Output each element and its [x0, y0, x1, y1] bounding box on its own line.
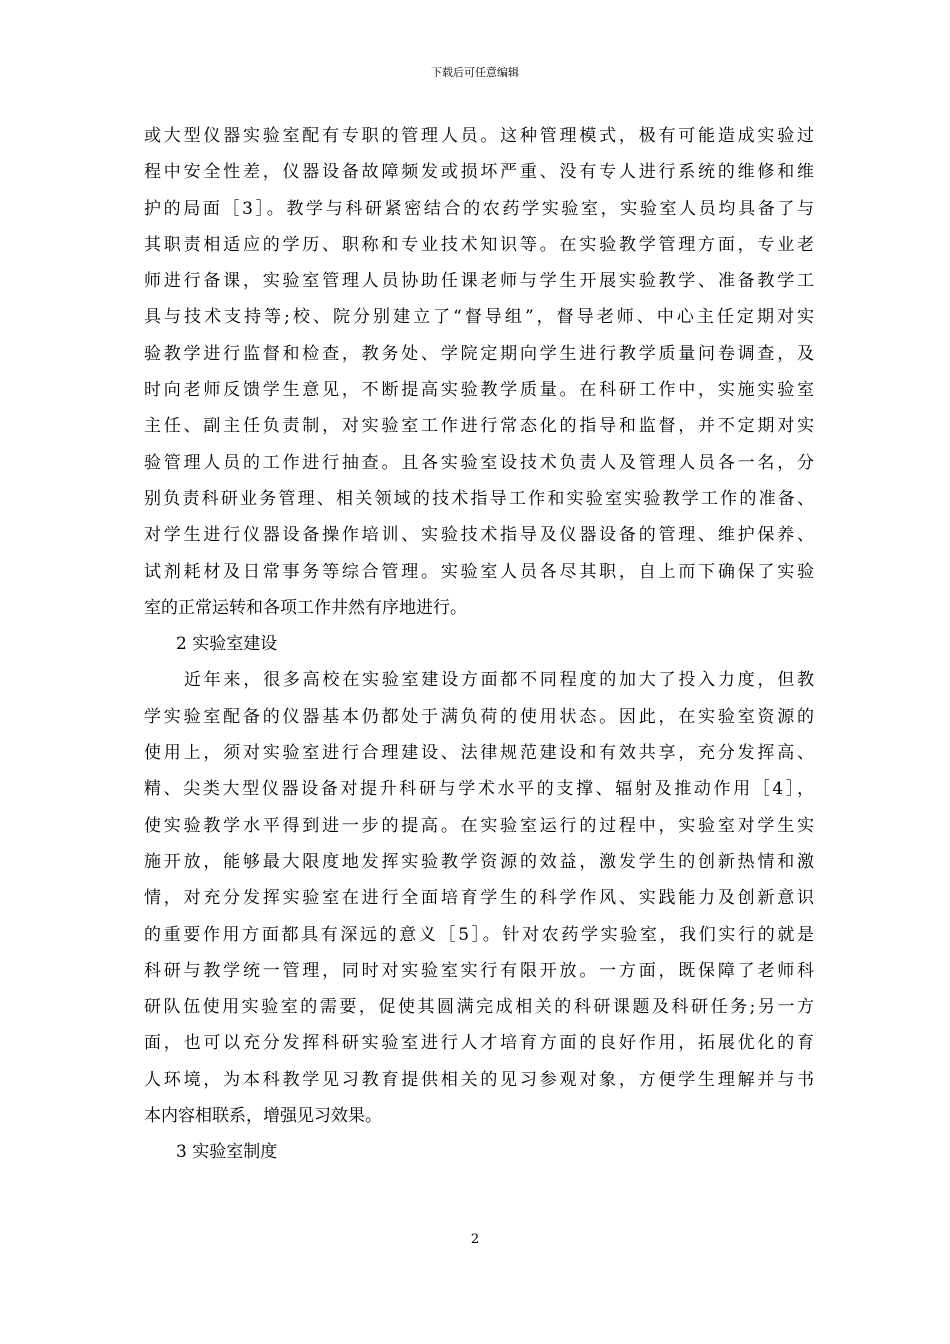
page-number: 2	[470, 1232, 480, 1247]
text-line: 面，也可以充分发挥科研实验室进行人才培育方面的良好作用，拓展优化的育	[144, 1033, 814, 1054]
text-line: 对学生进行仪器设备操作培训、实验技术指导及仪器设备的管理、维护保养、	[144, 525, 814, 546]
text-line: 情，对充分发挥实验室在进行全面培育学生的科学作风、实践能力及创新意识	[144, 888, 814, 909]
text-line: 别负责科研业务管理、相关领域的技术指导工作和实验室实验教学工作的准备、	[144, 488, 814, 509]
text-line: 室的正常运转和各项工作井然有序地进行。	[144, 597, 467, 618]
text-line: 试剂耗材及日常事务等综合管理。实验室人员各尽其职，自上而下确保了实验	[144, 561, 814, 582]
text-line: 具与技术支持等;校、院分别建立了“督导组”，督导老师、中心主任定期对实	[144, 307, 814, 328]
text-line: 研队伍使用实验室的需要，促使其圆满完成相关的科研课题及科研任务;另一方	[144, 997, 814, 1018]
text-line: 学实验室配备的仪器基本仍都处于满负荷的使用状态。因此，在实验室资源的	[144, 706, 814, 727]
text-line: 的重要作用方面都具有深远的意义［5］。针对农药学实验室，我们实行的就是	[144, 924, 814, 945]
text-line: 精、尖类大型仪器设备对提升科研与学术水平的支撑、辐射及推动作用［4］，	[144, 779, 814, 800]
text-line: 或大型仪器实验室配有专职的管理人员。这种管理模式，极有可能造成实验过	[144, 126, 814, 146]
page-header: 下载后可任意编辑	[431, 66, 519, 79]
text-line: 程中安全性差，仪器设备故障频发或损坏严重、没有专人进行系统的维修和维	[144, 162, 814, 183]
section-heading-lab-construction: 2 实验室建设	[176, 634, 278, 655]
paragraph-lab-management	[144, 118, 814, 626]
text-line: 主任、副主任负责制，对实验室工作进行常态化的指导和监督，并不定期对实	[144, 416, 814, 437]
paragraph-lab-construction	[144, 662, 814, 1134]
text-line: 使实验教学水平得到进一步的提高。在实验室运行的过程中，实验室对学生实	[144, 815, 814, 836]
section-heading-lab-regulations: 3 实验室制度	[176, 1142, 278, 1163]
text-line: 验教学进行监督和检查，教务处、学院定期向学生进行教学质量问卷调查，及	[144, 343, 814, 364]
text-line: 护的局面［3］。教学与科研紧密结合的农药学实验室，实验室人员均具备了与	[144, 198, 814, 219]
text-line: 师进行备课，实验室管理人员协助任课老师与学生开展实验教学、准备教学工	[144, 271, 814, 292]
text-line: 时向老师反馈学生意见，不断提高实验教学质量。在科研工作中，实施实验室	[144, 380, 814, 401]
document-body	[144, 118, 814, 1171]
text-line: 本内容相联系，增强见习效果。	[144, 1106, 382, 1127]
text-line: 近年来，很多高校在实验室建设方面都不同程度的加大了投入力度，但教	[184, 670, 814, 691]
text-line: 施开放，能够最大限度地发挥实验教学资源的效益，激发学生的创新热情和激	[144, 851, 814, 872]
text-line: 科研与教学统一管理，同时对实验室实行有限开放。一方面，既保障了老师科	[144, 960, 814, 981]
text-line: 人环境，为本科教学见习教育提供相关的见习参观对象，方便学生理解并与书	[144, 1069, 814, 1090]
text-line: 使用上，须对实验室进行合理建设、法律规范建设和有效共享，充分发挥高、	[144, 743, 814, 764]
text-line: 验管理人员的工作进行抽查。且各实验室设技术负责人及管理人员各一名，分	[144, 452, 814, 473]
text-line: 其职责相适应的学历、职称和专业技术知识等。在实验教学管理方面，专业老	[144, 234, 814, 255]
